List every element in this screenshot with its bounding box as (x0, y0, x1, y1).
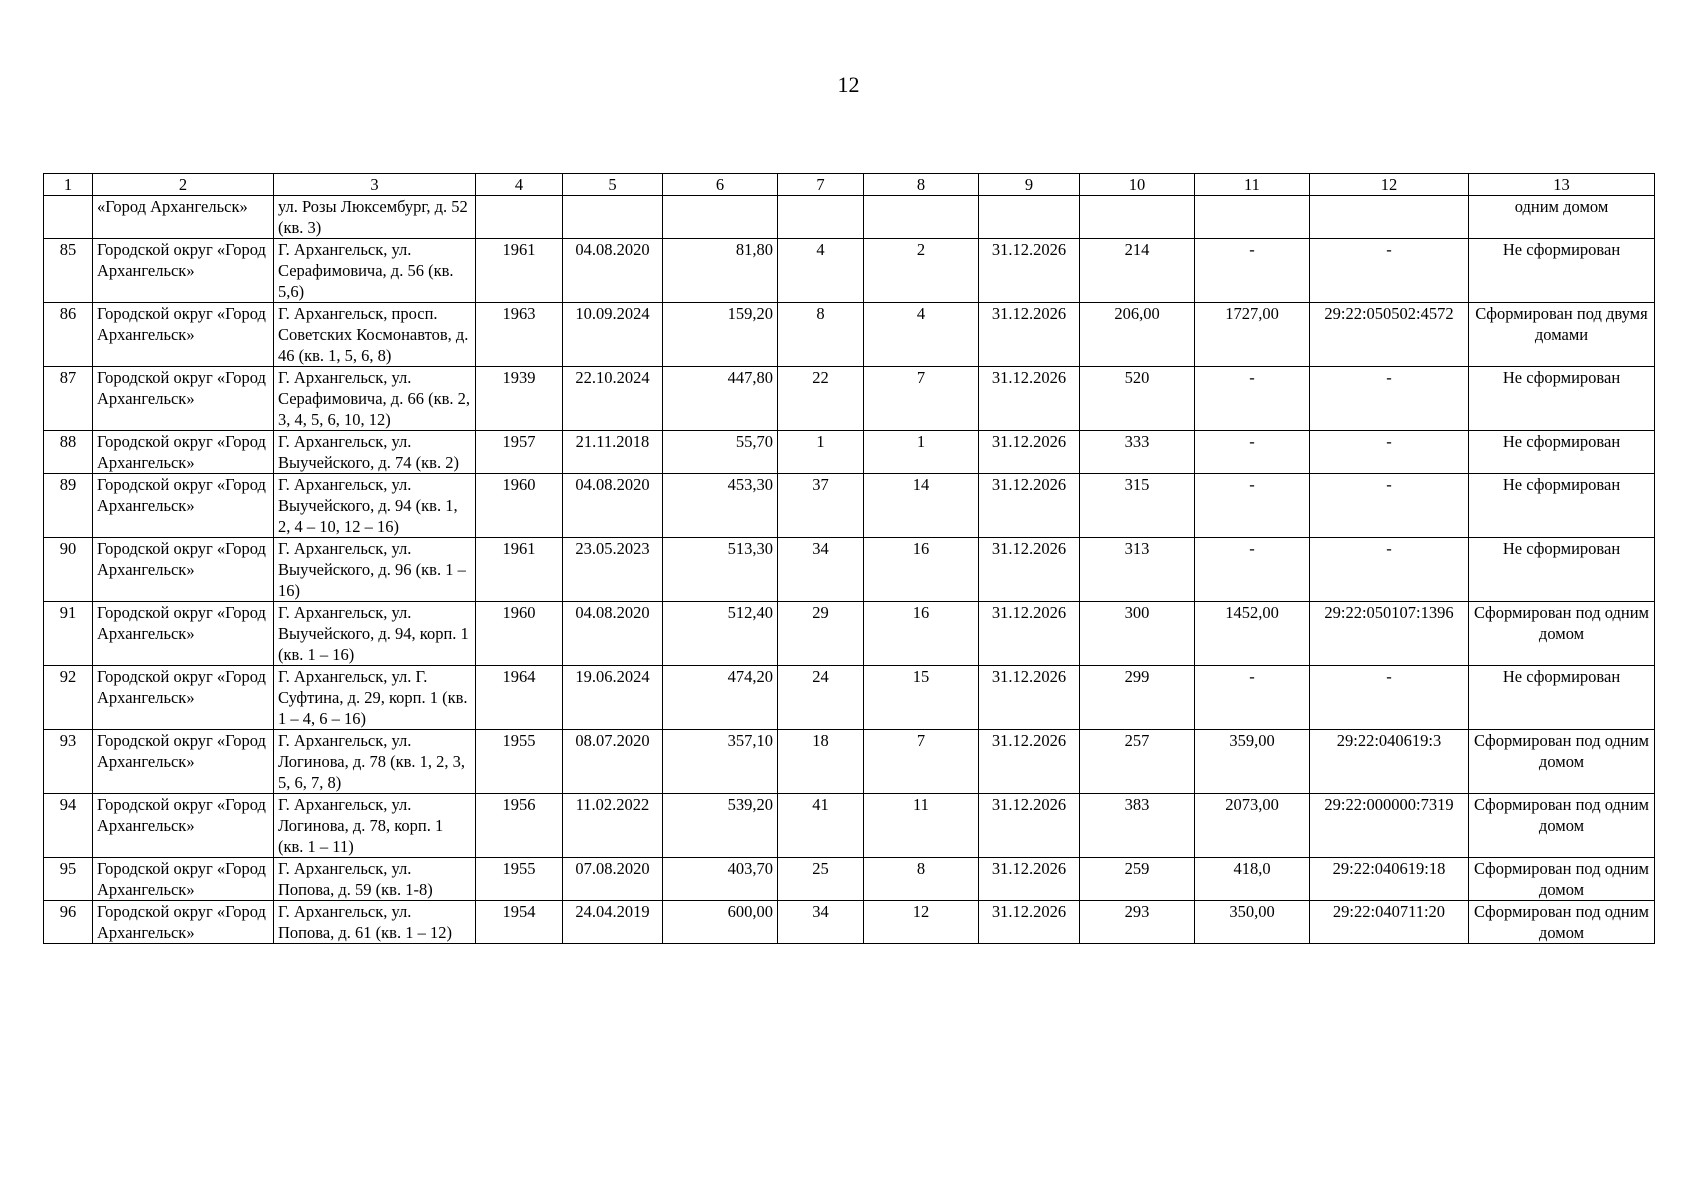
cell-land-area: - (1195, 431, 1310, 474)
cell-residents: 34 (778, 538, 864, 602)
cell-address: Г. Архангельск, ул. Выучейского, д. 74 (кв. 2) (274, 431, 476, 474)
cell-residents: 37 (778, 474, 864, 538)
cell-municipality: Городской округ «Город Архангельск» (93, 239, 274, 303)
cell-residents: 24 (778, 666, 864, 730)
cell-cadastral-number: 29:22:050107:1396 (1310, 602, 1469, 666)
cell-cadastral-number: 29:22:040619:3 (1310, 730, 1469, 794)
column-header-13: 13 (1469, 174, 1655, 196)
cell-date-recognized: 11.02.2022 (563, 794, 663, 858)
cell-row-number: 88 (44, 431, 93, 474)
cell-apartments: 1 (864, 431, 979, 474)
cell-land-area: 2073,00 (1195, 794, 1310, 858)
cell-resettlement-deadline: 31.12.2026 (979, 794, 1080, 858)
cell-date-recognized: 08.07.2020 (563, 730, 663, 794)
cell-residents: 1 (778, 431, 864, 474)
cell-year-built: 1955 (476, 858, 563, 901)
cell-year-built: 1956 (476, 794, 563, 858)
table-row (44, 367, 1655, 431)
cell-date-recognized (563, 196, 663, 239)
cell-address: Г. Архангельск, ул. Выучейского, д. 94 (кв. 1, 2, 4 – 10, 12 – 16) (274, 474, 476, 538)
cell-resettlement-deadline: 31.12.2026 (979, 901, 1080, 944)
cell-area-planned: 293 (1080, 901, 1195, 944)
cell-apartments: 16 (864, 538, 979, 602)
cell-municipality: Городской округ «Город Архангельск» (93, 602, 274, 666)
cell-municipality: Городской округ «Город Архангельск» (93, 431, 274, 474)
table-row (44, 431, 1655, 474)
cell-municipality: Городской округ «Город Архангельск» (93, 538, 274, 602)
table-row (44, 901, 1655, 944)
cell-resettlement-deadline: 31.12.2026 (979, 474, 1080, 538)
cell-area-planned: 214 (1080, 239, 1195, 303)
cell-address: Г. Архангельск, ул. Попова, д. 61 (кв. 1 – 12) (274, 901, 476, 944)
cell-land-status: Сформирован под одним домом (1469, 602, 1655, 666)
table-row (44, 794, 1655, 858)
table-body (44, 196, 1655, 944)
cell-municipality: Городской округ «Город Архангельск» (93, 901, 274, 944)
cell-row-number: 85 (44, 239, 93, 303)
cell-cadastral-number (1310, 196, 1469, 239)
cell-land-area: - (1195, 239, 1310, 303)
cell-land-status: Сформирован под одним домом (1469, 858, 1655, 901)
cell-apartments: 4 (864, 303, 979, 367)
cell-residents (778, 196, 864, 239)
cell-apartments: 11 (864, 794, 979, 858)
cell-land-area: - (1195, 666, 1310, 730)
cell-resettlement-deadline: 31.12.2026 (979, 239, 1080, 303)
column-header-5: 5 (563, 174, 663, 196)
cell-area: 513,30 (663, 538, 778, 602)
table-row (44, 730, 1655, 794)
cell-apartments: 15 (864, 666, 979, 730)
cell-year-built: 1964 (476, 666, 563, 730)
table-row (44, 538, 1655, 602)
cell-address: Г. Архангельск, просп. Советских Космонавтов, д. 46 (кв. 1, 5, 6, 8) (274, 303, 476, 367)
cell-year-built: 1939 (476, 367, 563, 431)
cell-resettlement-deadline: 31.12.2026 (979, 303, 1080, 367)
cell-area-planned: 520 (1080, 367, 1195, 431)
cell-cadastral-number: 29:22:040619:18 (1310, 858, 1469, 901)
cell-land-status: Не сформирован (1469, 431, 1655, 474)
cell-land-area: 350,00 (1195, 901, 1310, 944)
cell-land-area: - (1195, 474, 1310, 538)
cell-municipality: Городской округ «Город Архангельск» (93, 858, 274, 901)
cell-date-recognized: 04.08.2020 (563, 474, 663, 538)
cell-year-built: 1960 (476, 474, 563, 538)
cell-land-status: Не сформирован (1469, 474, 1655, 538)
cell-area-planned: 206,00 (1080, 303, 1195, 367)
cell-residents: 34 (778, 901, 864, 944)
cell-date-recognized: 04.08.2020 (563, 239, 663, 303)
cell-area-planned: 299 (1080, 666, 1195, 730)
cell-apartments (864, 196, 979, 239)
cell-land-area: 1452,00 (1195, 602, 1310, 666)
cell-apartments: 14 (864, 474, 979, 538)
column-header-6: 6 (663, 174, 778, 196)
cell-land-status: одним домом (1469, 196, 1655, 239)
cell-area: 600,00 (663, 901, 778, 944)
column-header-2: 2 (93, 174, 274, 196)
column-header-10: 10 (1080, 174, 1195, 196)
cell-address: ул. Розы Люксембург, д. 52 (кв. 3) (274, 196, 476, 239)
cell-area: 474,20 (663, 666, 778, 730)
cell-resettlement-deadline: 31.12.2026 (979, 858, 1080, 901)
cell-land-area: - (1195, 538, 1310, 602)
cell-cadastral-number: 29:22:000000:7319 (1310, 794, 1469, 858)
cell-municipality: Городской округ «Город Архангельск» (93, 666, 274, 730)
cell-area-planned: 383 (1080, 794, 1195, 858)
column-header-9: 9 (979, 174, 1080, 196)
cell-year-built: 1957 (476, 431, 563, 474)
cell-area-planned: 313 (1080, 538, 1195, 602)
cell-row-number: 95 (44, 858, 93, 901)
cell-apartments: 7 (864, 730, 979, 794)
cell-apartments: 12 (864, 901, 979, 944)
cell-year-built: 1955 (476, 730, 563, 794)
cell-municipality: Городской округ «Город Архангельск» (93, 474, 274, 538)
cell-cadastral-number: - (1310, 367, 1469, 431)
table-header (44, 174, 1655, 196)
cell-apartments: 16 (864, 602, 979, 666)
column-header-12: 12 (1310, 174, 1469, 196)
cell-address: Г. Архангельск, ул. Серафимовича, д. 66 (кв. 2, 3, 4, 5, 6, 10, 12) (274, 367, 476, 431)
column-header-1: 1 (44, 174, 93, 196)
cell-cadastral-number: - (1310, 666, 1469, 730)
cell-row-number: 92 (44, 666, 93, 730)
cell-cadastral-number: 29:22:040711:20 (1310, 901, 1469, 944)
table-row (44, 602, 1655, 666)
cell-municipality: Городской округ «Город Архангельск» (93, 303, 274, 367)
cell-cadastral-number: - (1310, 538, 1469, 602)
column-header-4: 4 (476, 174, 563, 196)
cell-address: Г. Архангельск, ул. Логинова, д. 78, корп. 1 (кв. 1 – 11) (274, 794, 476, 858)
cell-residents: 41 (778, 794, 864, 858)
cell-municipality: Городской округ «Город Архангельск» (93, 367, 274, 431)
table-row (44, 239, 1655, 303)
cell-resettlement-deadline (979, 196, 1080, 239)
column-header-3: 3 (274, 174, 476, 196)
cell-row-number: 91 (44, 602, 93, 666)
cell-row-number: 86 (44, 303, 93, 367)
cell-area-planned: 300 (1080, 602, 1195, 666)
cell-area: 447,80 (663, 367, 778, 431)
cell-municipality: «Город Архангельск» (93, 196, 274, 239)
cell-land-status: Сформирован под одним домом (1469, 794, 1655, 858)
cell-date-recognized: 23.05.2023 (563, 538, 663, 602)
column-header-11: 11 (1195, 174, 1310, 196)
cell-row-number: 93 (44, 730, 93, 794)
cell-area: 159,20 (663, 303, 778, 367)
cell-address: Г. Архангельск, ул. Попова, д. 59 (кв. 1-8) (274, 858, 476, 901)
column-header-7: 7 (778, 174, 864, 196)
cell-area (663, 196, 778, 239)
cell-land-area: 359,00 (1195, 730, 1310, 794)
cell-resettlement-deadline: 31.12.2026 (979, 538, 1080, 602)
cell-cadastral-number: 29:22:050502:4572 (1310, 303, 1469, 367)
cell-residents: 22 (778, 367, 864, 431)
cell-residents: 8 (778, 303, 864, 367)
cell-date-recognized: 10.09.2024 (563, 303, 663, 367)
cell-year-built (476, 196, 563, 239)
cell-cadastral-number: - (1310, 239, 1469, 303)
cell-land-status: Не сформирован (1469, 367, 1655, 431)
cell-date-recognized: 21.11.2018 (563, 431, 663, 474)
table-row (44, 303, 1655, 367)
cell-residents: 29 (778, 602, 864, 666)
cell-resettlement-deadline: 31.12.2026 (979, 730, 1080, 794)
cell-year-built: 1961 (476, 239, 563, 303)
cell-area-planned: 315 (1080, 474, 1195, 538)
cell-address: Г. Архангельск, ул. Логинова, д. 78 (кв. 1, 2, 3, 5, 6, 7, 8) (274, 730, 476, 794)
cell-area: 81,80 (663, 239, 778, 303)
cell-municipality: Городской округ «Город Архангельск» (93, 730, 274, 794)
cell-area-planned: 259 (1080, 858, 1195, 901)
cell-year-built: 1961 (476, 538, 563, 602)
column-number-row (44, 174, 1655, 196)
cell-apartments: 8 (864, 858, 979, 901)
cell-area: 357,10 (663, 730, 778, 794)
cell-residents: 18 (778, 730, 864, 794)
cell-land-status: Не сформирован (1469, 538, 1655, 602)
cell-row-number: 89 (44, 474, 93, 538)
cell-area-planned: 257 (1080, 730, 1195, 794)
cell-year-built: 1954 (476, 901, 563, 944)
cell-year-built: 1960 (476, 602, 563, 666)
cell-area: 403,70 (663, 858, 778, 901)
cell-area-planned: 333 (1080, 431, 1195, 474)
cell-area: 512,40 (663, 602, 778, 666)
cell-resettlement-deadline: 31.12.2026 (979, 602, 1080, 666)
cell-residents: 25 (778, 858, 864, 901)
cell-address: Г. Архангельск, ул. Г. Суфтина, д. 29, корп. 1 (кв. 1 – 4, 6 – 16) (274, 666, 476, 730)
cell-address: Г. Архангельск, ул. Выучейского, д. 96 (кв. 1 – 16) (274, 538, 476, 602)
cell-date-recognized: 07.08.2020 (563, 858, 663, 901)
cell-area: 453,30 (663, 474, 778, 538)
cell-address: Г. Архангельск, ул. Выучейского, д. 94, корп. 1 (кв. 1 – 16) (274, 602, 476, 666)
cell-land-status: Не сформирован (1469, 239, 1655, 303)
cell-row-number: 96 (44, 901, 93, 944)
cell-land-status: Сформирован под одним домом (1469, 730, 1655, 794)
cell-resettlement-deadline: 31.12.2026 (979, 431, 1080, 474)
cell-date-recognized: 04.08.2020 (563, 602, 663, 666)
cell-date-recognized: 19.06.2024 (563, 666, 663, 730)
cell-cadastral-number: - (1310, 431, 1469, 474)
cell-row-number: 94 (44, 794, 93, 858)
cell-row-number (44, 196, 93, 239)
cell-row-number: 87 (44, 367, 93, 431)
cell-area: 55,70 (663, 431, 778, 474)
cell-area-planned (1080, 196, 1195, 239)
table-row (44, 196, 1655, 239)
table-row (44, 666, 1655, 730)
cell-year-built: 1963 (476, 303, 563, 367)
cell-land-status: Сформирован под одним домом (1469, 901, 1655, 944)
table-row (44, 474, 1655, 538)
housing-register-table (43, 173, 1655, 944)
cell-address: Г. Архангельск, ул. Серафимовича, д. 56 (кв. 5,6) (274, 239, 476, 303)
cell-resettlement-deadline: 31.12.2026 (979, 666, 1080, 730)
cell-date-recognized: 22.10.2024 (563, 367, 663, 431)
cell-municipality: Городской округ «Город Архангельск» (93, 794, 274, 858)
cell-apartments: 7 (864, 367, 979, 431)
cell-area: 539,20 (663, 794, 778, 858)
table-row (44, 858, 1655, 901)
cell-cadastral-number: - (1310, 474, 1469, 538)
cell-land-status: Не сформирован (1469, 666, 1655, 730)
cell-land-area: 418,0 (1195, 858, 1310, 901)
cell-land-area: 1727,00 (1195, 303, 1310, 367)
page-number: 12 (837, 72, 860, 97)
cell-land-status: Сформирован под двумя домами (1469, 303, 1655, 367)
cell-row-number: 90 (44, 538, 93, 602)
cell-apartments: 2 (864, 239, 979, 303)
cell-land-area: - (1195, 367, 1310, 431)
cell-resettlement-deadline: 31.12.2026 (979, 367, 1080, 431)
cell-date-recognized: 24.04.2019 (563, 901, 663, 944)
cell-residents: 4 (778, 239, 864, 303)
column-header-8: 8 (864, 174, 979, 196)
cell-land-area (1195, 196, 1310, 239)
